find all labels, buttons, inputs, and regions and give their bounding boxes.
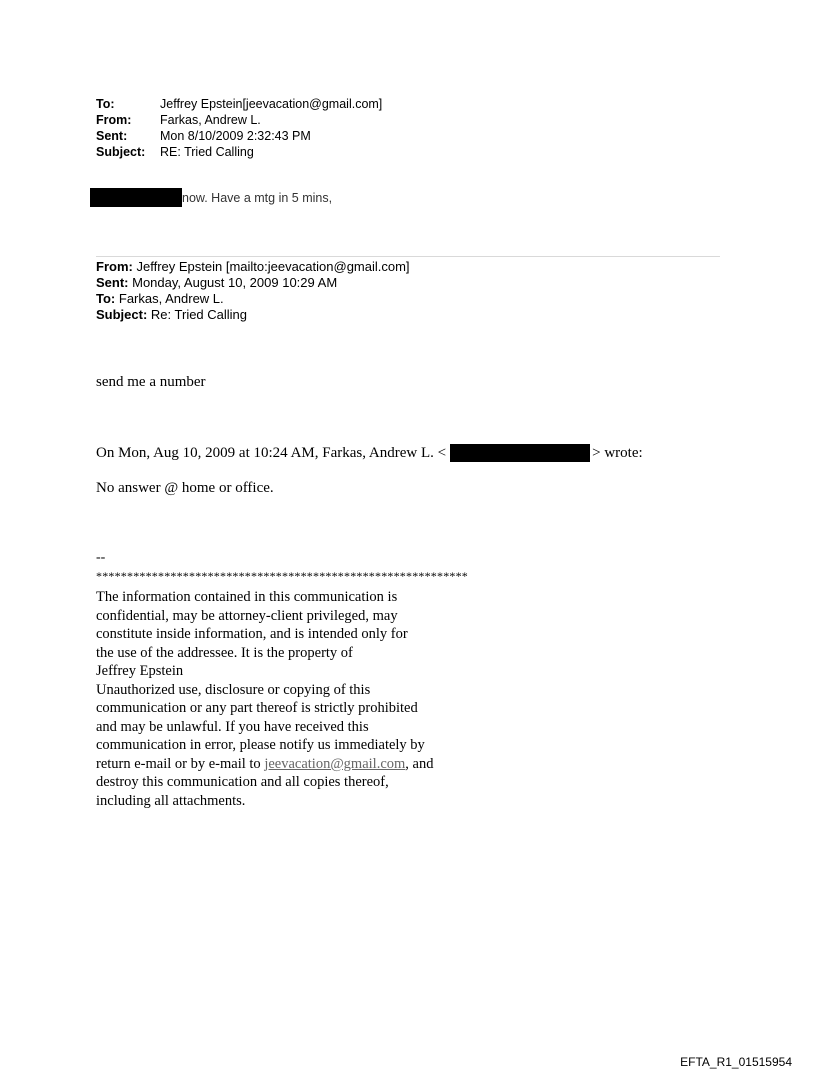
- header-from-row: [96, 112, 382, 128]
- original-sent-value: Monday, August 10, 2009 10:29 AM: [132, 275, 338, 290]
- original-from-label: From:: [96, 259, 133, 274]
- disclaimer-line: constitute inside information, and is intended only for: [96, 626, 408, 642]
- header-from-value: Farkas, Andrew L.: [160, 113, 261, 127]
- header-to-row: [96, 96, 382, 112]
- disclaimer-line: communication or any part thereof is strictly prohibited: [96, 700, 418, 716]
- quote-intro: [96, 444, 643, 462]
- header-subject-value: RE: Tried Calling: [160, 145, 254, 159]
- original-to-row: [96, 291, 410, 307]
- disclaimer-line: destroy this communication and all copies thereof,: [96, 774, 389, 790]
- original-to-value: Farkas, Andrew L.: [118, 291, 224, 306]
- disclaimer-line: including all attachments.: [96, 792, 246, 809]
- original-subject-row: [96, 307, 410, 323]
- reply-text: now. Have a mtg in 5 mins,: [182, 190, 333, 205]
- quote-intro-tail: > wrote:: [592, 444, 643, 461]
- disclaimer-line: Unauthorized use, disclosure or copying of this: [96, 681, 371, 698]
- disclaimer-line: The information contained in this communication is: [96, 589, 398, 605]
- signature-stars: ************************************************************: [96, 569, 468, 583]
- disclaimer-return-tail: , and: [405, 755, 434, 772]
- original-from-value: Jeffrey Epstein [mailto:jeevacation@gmail.com]: [136, 259, 410, 274]
- original-subject-label: Subject:: [96, 307, 148, 322]
- original-subject-value: Re: Tried Calling: [150, 307, 248, 322]
- disclaimer-line: communication in error, please notify us immediately by: [96, 737, 425, 753]
- header-sent-value: Mon 8/10/2009 2:32:43 PM: [160, 129, 311, 143]
- disclaimer-return-text: return e-mail or by e-mail to: [96, 755, 265, 772]
- email-header: [96, 96, 382, 160]
- reply-line: [90, 188, 332, 207]
- body-send: send me a number: [96, 374, 206, 390]
- disclaimer-return-line: [96, 755, 496, 774]
- disclaimer-line: confidential, may be attorney-client privileged, may: [96, 607, 398, 624]
- disclaimer-line: Jeffrey Epstein: [96, 663, 184, 679]
- header-from-label: From:: [96, 113, 132, 127]
- disclaimer: [96, 588, 496, 810]
- original-sent-label: Sent:: [96, 275, 129, 290]
- disclaimer-line: the use of the addressee. It is the property of: [96, 644, 353, 661]
- redaction-box: [450, 444, 590, 462]
- disclaimer-line: and may be unlawful. If you have received this: [96, 718, 369, 735]
- header-subject-row: [96, 144, 382, 160]
- original-sent-row: [96, 275, 410, 291]
- document-id: EFTA_R1_01515954: [680, 1055, 792, 1069]
- original-to-label: To:: [96, 291, 116, 306]
- header-to-value: Jeffrey Epstein[jeevacation@gmail.com]: [160, 97, 383, 111]
- original-message-header: [96, 259, 410, 323]
- redaction-box: [90, 188, 182, 207]
- original-from-row: [96, 259, 410, 275]
- header-sent-row: [96, 128, 382, 144]
- header-to-label: To:: [96, 97, 115, 111]
- header-sent-label: Sent:: [96, 129, 128, 143]
- divider: [96, 256, 720, 257]
- quote-body: No answer @ home or office.: [96, 480, 274, 496]
- quote-intro-text: On Mon, Aug 10, 2009 at 10:24 AM, Farkas, Andrew L. <: [96, 444, 447, 461]
- signature-dash: --: [96, 550, 106, 565]
- email-link[interactable]: jeevacation@gmail.com: [264, 755, 406, 772]
- header-subject-label: Subject:: [96, 145, 146, 159]
